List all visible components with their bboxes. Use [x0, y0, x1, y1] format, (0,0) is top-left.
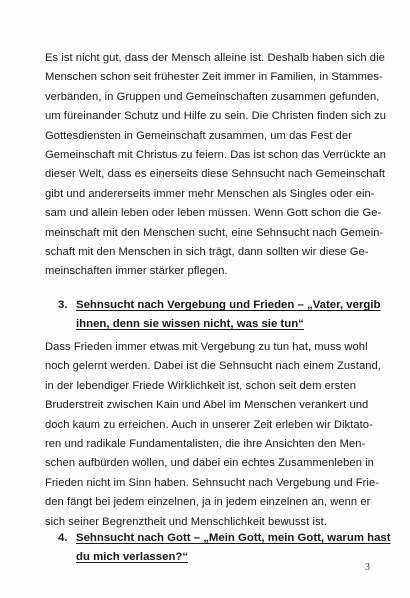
- paragraph-community: [45, 49, 387, 282]
- paragraph-forgiveness: [45, 338, 383, 532]
- text-line: in der lebendiger Friede Wirklichkeit ist, schon seit dem ersten: [45, 379, 356, 392]
- text-line: sam und allein leben oder leben müssen. Wenn Gott schon die Ge-: [45, 207, 382, 220]
- text-line: Es ist nicht gut, dass der Mensch alleine ist. Deshalb haben sich die: [45, 52, 385, 64]
- text-line: Menschen schon seit frühester Zeit immer in Familien, in Stammes-: [45, 71, 383, 84]
- text-line: Gemeinschaft mit Christus zu feiern. Das ist schon das Verrückte an: [45, 149, 386, 162]
- text-line: den fängt bei jedem einzelnen, ja in jedem einzelnen an, wenn er: [45, 496, 371, 509]
- text-line: Bruderstreit zwischen Kain und Abel im Menschen verankert und: [45, 399, 369, 412]
- text-line: meinschaft mit den Menschen sucht, eine Sehnsucht nach Gemein-: [45, 226, 384, 239]
- section-title-line: Sehnsucht nach Vergebung und Frieden – „Vater, vergib: [76, 299, 381, 311]
- text-line: sich seiner Begrenztheit und Menschlichkeit bewusst ist.: [45, 515, 328, 528]
- section-number: 4.: [58, 532, 68, 544]
- page-number: 3: [365, 562, 370, 573]
- section-number: 3.: [58, 299, 68, 311]
- text-line: ren und radikale Fundamentalisten, die ihre Ansichten den Men-: [45, 438, 366, 451]
- section-title-line: Sehnsucht nach Gott – „Mein Gott, mein Gott, warum hast: [76, 532, 391, 544]
- text-line: schen aufbürden wollen, und dabei ein echtes Zusammenleben in: [45, 457, 374, 470]
- text-line: verbänden, in Gruppen und Gemeinschaften zusammen gefunden,: [45, 90, 380, 103]
- text-line: meinschaften immer stärker pflegen.: [45, 265, 228, 278]
- text-line: gibt und andererseits immer mehr Menschen als Singles oder ein-: [45, 187, 375, 200]
- section-title-line: du mich verlassen?“: [76, 550, 189, 563]
- text-line: Gottesdiensten in Gemeinschaft zusammen, um das Fest der: [45, 129, 352, 142]
- text-line: Dass Frieden immer etwas mit Vergebung zu tun hat, muss wohl: [45, 341, 368, 353]
- text-line: um füreinander Schutz und Hilfe zu sein. Die Christen finden sich zu: [45, 110, 387, 123]
- section-title-line: ihnen, denn sie wissen nicht, was sie tun“: [76, 317, 304, 330]
- text-line: dieser Welt, dass es einerseits diese Sehnsucht nach Gemeinschaft: [45, 168, 386, 181]
- text-line: doch kaum zu erreichen. Auch in unserer Zeit erleben wir Diktato-: [45, 418, 373, 431]
- text-line: noch gelernt werden. Dabei ist die Sehnsucht nach einem Zustand,: [45, 360, 381, 373]
- text-line: schaft mit den Menschen in sich trägt, dann sollten wir diese Ge-: [45, 246, 369, 259]
- text-line: Frieden nicht im Sinn haben. Sehnsucht nach Vergebung und Frie-: [45, 476, 380, 489]
